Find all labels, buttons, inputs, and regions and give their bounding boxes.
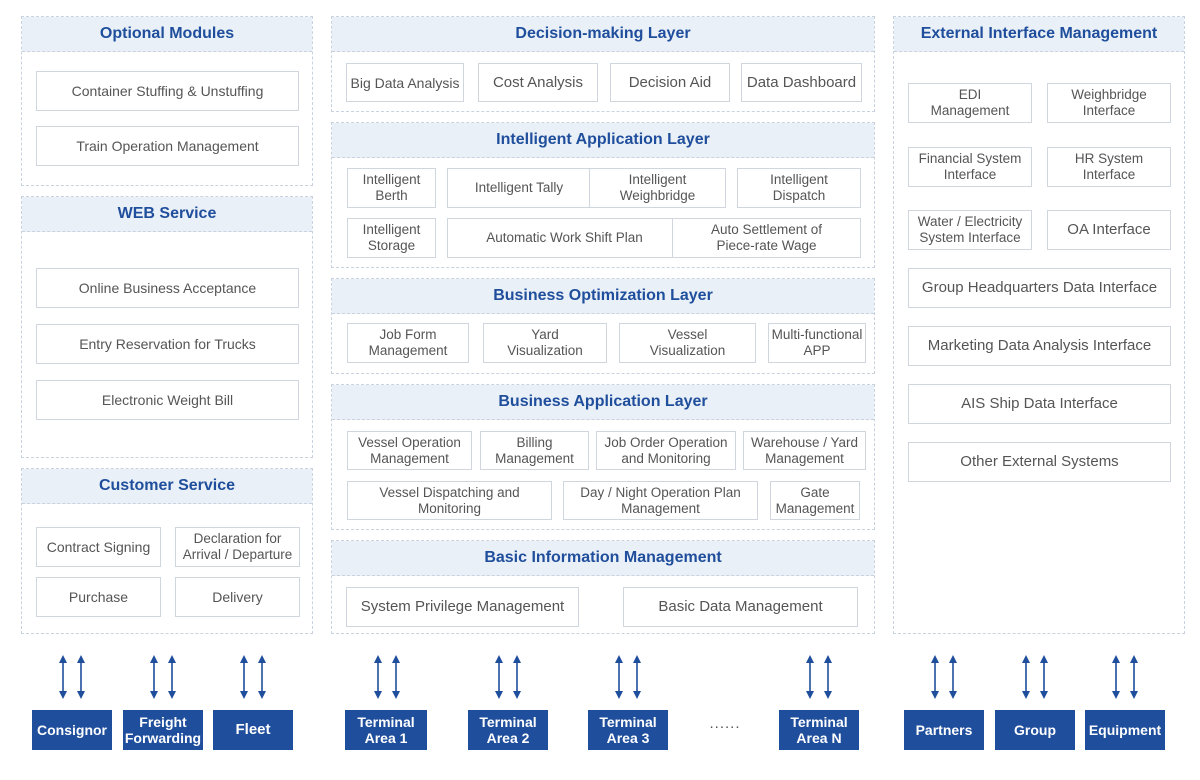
intel-storage[interactable]: Intelligent Storage <box>347 218 436 258</box>
intel-berth[interactable]: Intelligent Berth <box>347 168 436 208</box>
actor-fleet[interactable]: Fleet <box>213 710 293 750</box>
decision-data-dashboard[interactable]: Data Dashboard <box>741 63 862 102</box>
cs-contract-signing[interactable]: Contract Signing <box>36 527 161 567</box>
decision-big-data[interactable]: Big Data Analysis <box>346 63 464 102</box>
intel-tally[interactable]: Intelligent Tally <box>447 168 591 208</box>
decision-cost-analysis[interactable]: Cost Analysis <box>478 63 598 102</box>
app-job-order[interactable]: Job Order Operation and Monitoring <box>596 431 736 470</box>
web-online-business-acceptance[interactable]: Online Business Acceptance <box>36 268 299 308</box>
ext-marketing-data[interactable]: Marketing Data Analysis Interface <box>908 326 1171 366</box>
opt-vessel-visualization[interactable]: Vessel Visualization <box>619 323 756 363</box>
customer-service-title: Customer Service <box>22 469 312 504</box>
app-gate-management[interactable]: Gate Management <box>770 481 860 520</box>
app-vessel-operation[interactable]: Vessel Operation Management <box>347 431 472 470</box>
actor-group[interactable]: Group <box>995 710 1075 750</box>
cs-declaration[interactable]: Declaration for Arrival / Departure <box>175 527 300 567</box>
application-layer-title: Business Application Layer <box>332 385 874 420</box>
opt-multifunctional-app[interactable]: Multi-functional APP <box>768 323 866 363</box>
optional-modules-title: Optional Modules <box>22 17 312 52</box>
optimization-layer-title: Business Optimization Layer <box>332 279 874 314</box>
decision-aid[interactable]: Decision Aid <box>610 63 730 102</box>
module-train-operation[interactable]: Train Operation Management <box>36 126 299 166</box>
terminal-area-n[interactable]: Terminal Area N <box>779 710 859 750</box>
ext-financial-system[interactable]: Financial System Interface <box>908 147 1032 187</box>
intel-work-shift-plan[interactable]: Automatic Work Shift Plan <box>447 218 682 258</box>
ext-edi-management[interactable]: EDI Management <box>908 83 1032 123</box>
actor-equipment[interactable]: Equipment <box>1085 710 1165 750</box>
basic-data-management[interactable]: Basic Data Management <box>623 587 858 627</box>
intel-dispatch[interactable]: Intelligent Dispatch <box>737 168 861 208</box>
intel-auto-settlement[interactable]: Auto Settlement of Piece-rate Wage <box>672 218 861 258</box>
decision-layer-title: Decision-making Layer <box>332 17 874 52</box>
cs-purchase[interactable]: Purchase <box>36 577 161 617</box>
terminal-area-1[interactable]: Terminal Area 1 <box>345 710 427 750</box>
external-interface-title: External Interface Management <box>894 17 1184 52</box>
intelligent-layer-title: Intelligent Application Layer <box>332 123 874 158</box>
actor-partners[interactable]: Partners <box>904 710 984 750</box>
web-service-title: WEB Service <box>22 197 312 232</box>
terminal-area-3[interactable]: Terminal Area 3 <box>588 710 668 750</box>
ext-group-headquarters[interactable]: Group Headquarters Data Interface <box>908 268 1171 308</box>
ext-ais-ship-data[interactable]: AIS Ship Data Interface <box>908 384 1171 424</box>
ext-other-systems[interactable]: Other External Systems <box>908 442 1171 482</box>
actor-freight-forwarding[interactable]: Freight Forwarding <box>123 710 203 750</box>
ext-water-electricity[interactable]: Water / Electricity System Interface <box>908 210 1032 250</box>
app-day-night-plan[interactable]: Day / Night Operation Plan Management <box>563 481 758 520</box>
web-electronic-weight-bill[interactable]: Electronic Weight Bill <box>36 380 299 420</box>
basic-info-title: Basic Information Management <box>332 541 874 576</box>
terminal-ellipsis: ...... <box>709 715 741 732</box>
app-warehouse-yard[interactable]: Warehouse / Yard Management <box>743 431 866 470</box>
ext-oa-interface[interactable]: OA Interface <box>1047 210 1171 250</box>
cs-delivery[interactable]: Delivery <box>175 577 300 617</box>
actor-consignor[interactable]: Consignor <box>32 710 112 750</box>
terminal-area-2[interactable]: Terminal Area 2 <box>468 710 548 750</box>
ext-hr-system[interactable]: HR System Interface <box>1047 147 1171 187</box>
opt-yard-visualization[interactable]: Yard Visualization <box>483 323 607 363</box>
app-vessel-dispatching[interactable]: Vessel Dispatching and Monitoring <box>347 481 552 520</box>
app-billing[interactable]: Billing Management <box>480 431 589 470</box>
opt-job-form[interactable]: Job Form Management <box>347 323 469 363</box>
module-container-stuffing[interactable]: Container Stuffing & Unstuffing <box>36 71 299 111</box>
basic-system-privilege[interactable]: System Privilege Management <box>346 587 579 627</box>
ext-weighbridge-interface[interactable]: Weighbridge Interface <box>1047 83 1171 123</box>
web-entry-reservation[interactable]: Entry Reservation for Trucks <box>36 324 299 364</box>
intel-weighbridge[interactable]: Intelligent Weighbridge <box>589 168 726 208</box>
